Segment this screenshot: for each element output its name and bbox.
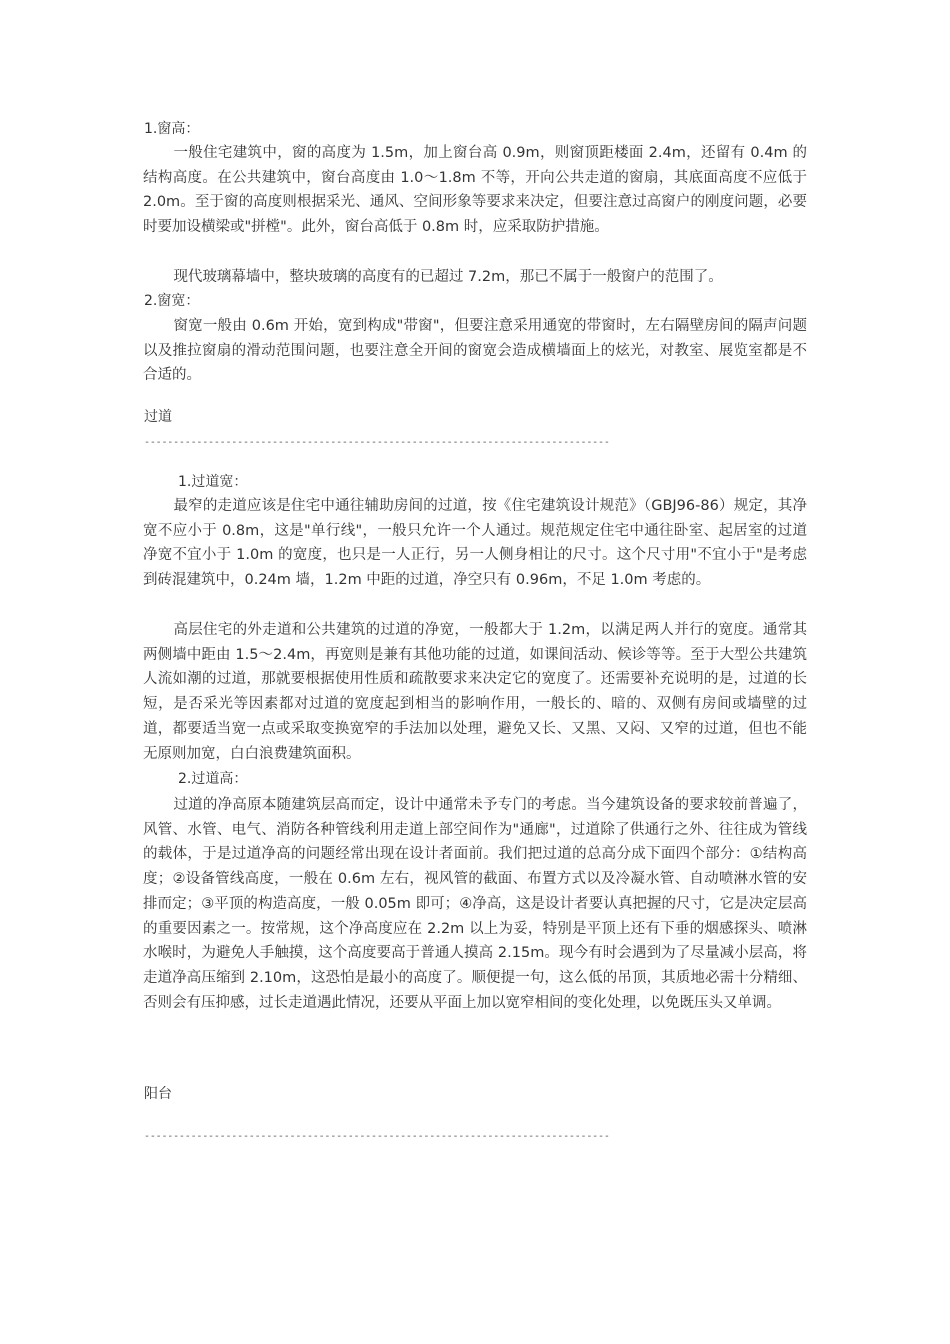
window-width-heading: 2.窗宽： <box>144 293 200 309</box>
corridor-width-paragraph-1: 最窄的走道应该是住宅中通往辅助房间的过道，按《住宅建筑设计规范》（GBJ96-86）规定，其净宽不应小于 0.8m，这是"单行线"，一般只允许一个人通过。规范规定住宅中通往卧室、起居室的过道净宽不宜小于 1.0m 的宽度，也只是一人正行，另一人侧身相让的尺寸。这个尺寸用"不宜小于"是考虑到砖混建筑中，0.24m 墙，1.2m 中距的过道，净空只有 0.96m，不足 1.0m 考虑的。 <box>143 498 807 589</box>
balcony-section-title: 阳台 <box>144 1086 172 1102</box>
balcony-divider: -------------------------------------------------------------------------------- <box>144 1131 610 1142</box>
window-width-paragraph: 窗宽一般由 0.6m 开始，宽到构成"带窗"，但要注意采用通宽的带窗时，左右隔壁房间的隔声问题以及推拉窗扇的滑动范围问题，也要注意全开间的窗宽会造成横墙面上的炫光，对教室、展览室都是不合适的。 <box>143 318 807 384</box>
corridor-divider: -------------------------------------------------------------------------------- <box>144 437 610 448</box>
corridor-width-heading: 1.过道宽： <box>178 474 248 490</box>
corridor-width-paragraph-2: 高层住宅的外走道和公共建筑的过道的净宽，一般都大于 1.2m，以满足两人并行的宽度。通常其两侧墙中距由 1.5～2.4m，再宽则是兼有其他功能的过道，如课间活动、候诊等等。至于大型公共建筑人流如潮的过道，那就要根据使用性质和疏散要求来决定它的宽度了。还需要补充说明的是，过道的长短，是否采光等因素都对过道的宽度起到相当的影响作用，一般长的、暗的、双侧有房间或墙壁的过道，都要适当宽一点或采取变换宽窄的手法加以处理，避免又长、又黑、又闷、又窄的过道，但也不能无原则加宽，白白浪费建筑面积。 <box>143 622 807 762</box>
window-height-paragraph-2: 现代玻璃幕墙中，整块玻璃的高度有的已超过 7.2m，那已不属于一般窗户的范围了。 <box>173 269 723 285</box>
corridor-section-title: 过道 <box>144 409 172 425</box>
window-height-heading: 1.窗高： <box>144 121 200 137</box>
corridor-height-heading: 2.过道高： <box>178 771 248 787</box>
corridor-height-paragraph: 过道的净高原本随建筑层高而定，设计中通常未予专门的考虑。当今建筑设备的要求较前普遍了，风管、水管、电气、消防各种管线利用走道上部空间作为"通廊"，过道除了供通行之外、往往成为管线的载体，于是过道净高的问题经常出现在设计者面前。我们把过道的总高分成下面四个部分：①结构高度；②设备管线高度，一般在 0.6m 左右，视风管的截面、布置方式以及冷凝水管、自动喷淋水管的安排而定；③平顶的构造高度，一般 0.05m 即可；④净高，这是设计者要认真把握的尺寸，它是决定层高的重要因素之一。按常规，这个净高度应在 2.2m 以上为妥，特别是平顶上还有下垂的烟感探头、喷淋水喉时，为避免人手触摸，这个高度要高于普通人摸高 2.15m。现今有时会遇到为了尽量减小层高，将走道净高压缩到 2.10m，这恐怕是最小的高度了。顺便提一句，这么低的吊顶，其质地必需十分精细、否则会有压抑感，过长走道遇此情况，还要从平面上加以宽窄相间的变化处理，以免既压头又单调。 <box>143 797 807 1011</box>
window-height-paragraph-1: 一般住宅建筑中，窗的高度为 1.5m，加上窗台高 0.9m，则窗顶距楼面 2.4m，还留有 0.4m 的结构高度。在公共建筑中，窗台高度由 1.0～1.8m 不等，开向公共走道的窗扇，其底面高度不应低于 2.0m。至于窗的高度则根据采光、通风、空间形象等要求来决定，但要注意过高窗户的刚度问题，必要时要加设横梁或"拼樘"。此外，窗台高低于 0.8m 时，应采取防护措施。 <box>143 145 807 236</box>
